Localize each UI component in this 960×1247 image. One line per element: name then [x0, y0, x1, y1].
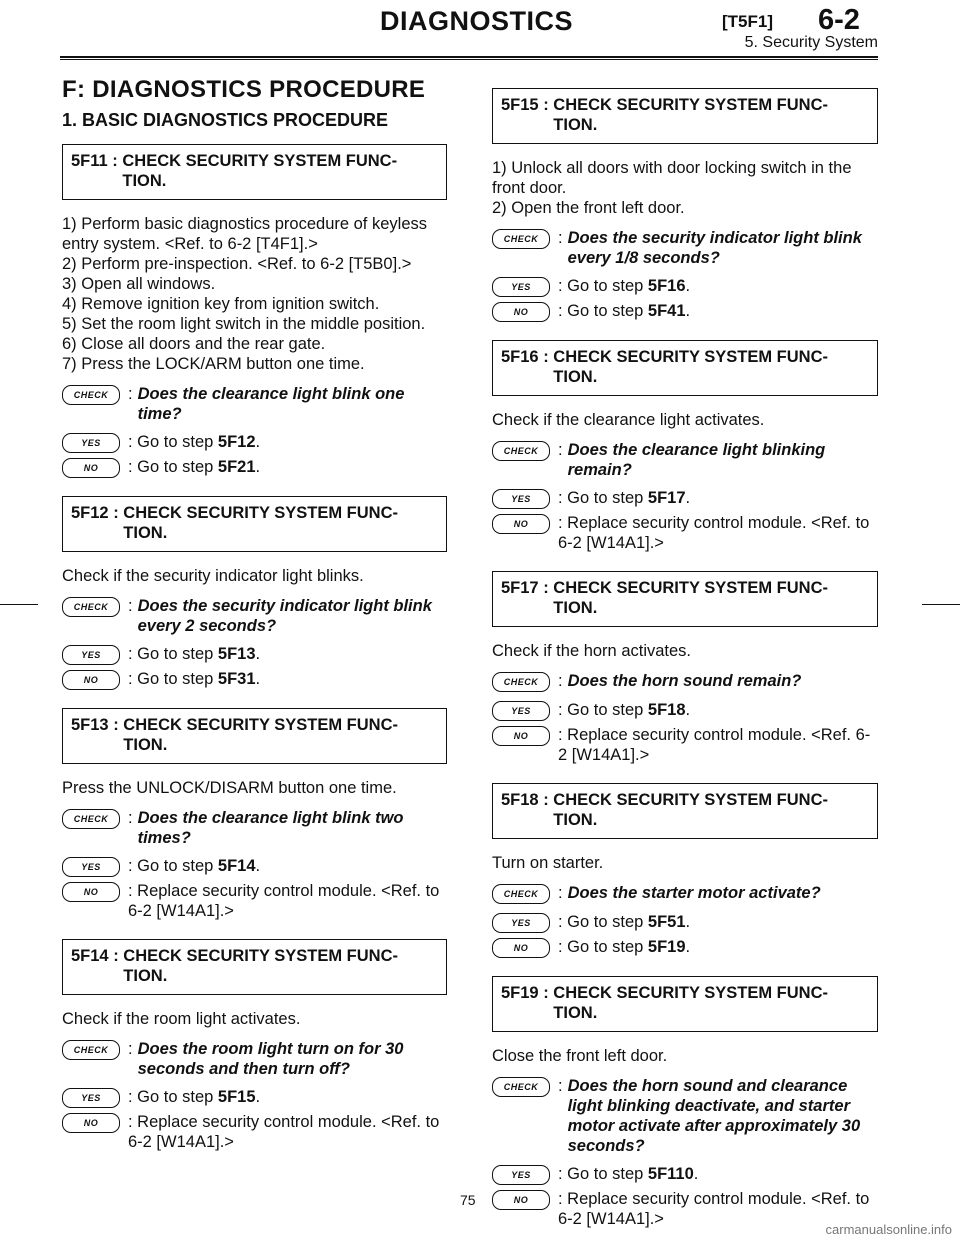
yes-answer-row: [492, 700, 878, 721]
step-header-box: [62, 939, 447, 995]
no-badge-icon: NO: [62, 882, 120, 902]
check-question: Does the clearance light blink one time?: [137, 385, 405, 423]
check-question-row: [492, 883, 878, 904]
yes-badge-icon: YES: [492, 701, 550, 721]
check-badge-icon: CHECK: [492, 884, 550, 904]
step-title: CHECK SECURITY SYSTEM FUNC-TION.: [122, 152, 398, 190]
sub-title: 1. BASIC DIAGNOSTICS PROCEDURE: [62, 110, 389, 130]
yes-step-ref: 5F110: [647, 1165, 694, 1183]
goto-text: : Go to step: [128, 670, 218, 688]
goto-text: : Go to step: [558, 277, 648, 295]
step-instruction: 2) Open the front left door.: [492, 199, 685, 217]
step-id: 5F13 :: [71, 716, 124, 734]
check-badge-icon: CHECK: [492, 229, 550, 249]
step-title: CHECK SECURITY SYSTEM FUNC-TION.: [553, 96, 828, 134]
yes-step-ref: 5F51: [647, 913, 686, 931]
step-gap: [62, 694, 447, 708]
step-header-box: [492, 976, 878, 1032]
no-badge-icon: NO: [492, 938, 550, 958]
step-header-box: [492, 88, 878, 144]
step-title: CHECK SECURITY SYSTEM FUNC-TION.: [123, 947, 398, 985]
yes-badge-icon: YES: [62, 1088, 120, 1108]
check-question-row: [62, 596, 447, 636]
check-question: Does the clearance light blinking remain?: [567, 441, 826, 479]
yes-action: : Go to step 5F13.: [128, 645, 261, 663]
step-instruction: Check if the security indicator light blinks.: [62, 567, 364, 585]
no-action: : Replace security control module. <Ref. 6-2 [W14A1].>: [558, 726, 871, 764]
yes-action: : Go to step 5F16.: [558, 277, 691, 295]
goto-text: : Go to step: [128, 645, 218, 663]
goto-text: : Go to step: [558, 938, 648, 956]
step-header-box: [492, 783, 878, 839]
no-badge-icon: NO: [492, 1190, 550, 1210]
step-title: CHECK SECURITY SYSTEM FUNC-TION.: [553, 579, 828, 617]
check-question-row: [62, 1039, 447, 1079]
goto-text: : Go to step: [558, 913, 648, 931]
right-column: [492, 88, 878, 1247]
step-id: 5F19 :: [501, 984, 554, 1002]
step-instruction: 2) Perform pre-inspection. <Ref. to 6-2 [T5B0].>: [62, 255, 412, 273]
margin-mark-left: [0, 604, 38, 605]
header-section: 6-2: [818, 4, 860, 36]
goto-text: : Go to step: [558, 302, 648, 320]
check-question: Does the clearance light blink two times?: [137, 809, 404, 847]
check-question: Does the horn sound and clearance light blinking deactivate, and starter motor activate after approximately 30 seconds?: [567, 1077, 861, 1155]
step-header-box: [62, 708, 447, 764]
no-step-ref: 5F19: [647, 938, 686, 956]
step-gap: [492, 962, 878, 976]
header-code: [T5F1]: [722, 12, 773, 31]
right-steps: [492, 88, 878, 1247]
step-gap: [492, 326, 878, 340]
step-instruction: 5) Set the room light switch in the middle position.: [62, 315, 426, 333]
yes-step-ref: 5F18: [647, 701, 686, 719]
step-gap: [62, 925, 447, 939]
yes-badge-icon: YES: [62, 645, 120, 665]
no-action: : Go to step 5F21.: [128, 458, 261, 476]
step-gap: [492, 769, 878, 783]
header-rule-thin: [60, 59, 878, 60]
check-question-row: [492, 1076, 878, 1156]
no-answer-row: [62, 457, 447, 478]
goto-text: : Go to step: [558, 701, 648, 719]
check-badge-icon: CHECK: [492, 1077, 550, 1097]
colon: :: [128, 1040, 133, 1058]
step-title: CHECK SECURITY SYSTEM FUNC-TION.: [123, 504, 398, 542]
colon: :: [558, 884, 563, 902]
goto-text: : Go to step: [128, 857, 218, 875]
yes-answer-row: [62, 856, 447, 877]
margin-mark-right: [922, 604, 960, 605]
no-answer-row: [62, 881, 447, 921]
colon: :: [128, 597, 133, 615]
yes-answer-row: [492, 912, 878, 933]
check-question: Does the security indicator light blink every 2 seconds?: [137, 597, 432, 635]
step-instruction: 6) Close all doors and the rear gate.: [62, 335, 326, 353]
check-question-row: [492, 671, 878, 692]
yes-step-ref: 5F16: [647, 277, 686, 295]
check-question: Does the horn sound remain?: [567, 672, 802, 690]
no-action: : Go to step 5F19.: [558, 938, 691, 956]
yes-answer-row: [492, 488, 878, 509]
no-answer-row: [492, 1189, 878, 1229]
main-title: F: DIAGNOSTICS PROCEDURE: [62, 76, 426, 103]
step-title: CHECK SECURITY SYSTEM FUNC-TION.: [553, 791, 828, 829]
yes-badge-icon: YES: [62, 857, 120, 877]
no-badge-icon: NO: [62, 458, 120, 478]
header-title: DIAGNOSTICS: [380, 6, 574, 36]
yes-step-ref: 5F15: [217, 1088, 256, 1106]
header-rule: [60, 56, 878, 58]
check-badge-icon: CHECK: [492, 441, 550, 461]
step-instruction: 3) Open all windows.: [62, 275, 216, 293]
step-instruction: Press the UNLOCK/DISARM button one time.: [62, 779, 397, 797]
page-number: 75: [460, 1192, 476, 1208]
yes-answer-row: [62, 644, 447, 665]
no-answer-row: [492, 725, 878, 765]
step-instruction: Turn on starter.: [492, 854, 604, 872]
check-badge-icon: CHECK: [492, 672, 550, 692]
no-badge-icon: NO: [492, 302, 550, 322]
step-gap: [62, 482, 447, 496]
no-badge-icon: NO: [62, 1113, 120, 1133]
yes-action: : Go to step 5F14.: [128, 857, 261, 875]
left-column: [62, 78, 447, 1170]
check-badge-icon: CHECK: [62, 809, 120, 829]
no-badge-icon: NO: [492, 726, 550, 746]
step-instruction: Check if the room light activates.: [62, 1010, 301, 1028]
goto-text: : Go to step: [128, 433, 218, 451]
yes-action: : Go to step 5F15.: [128, 1088, 261, 1106]
step-gap: [62, 1156, 447, 1170]
no-answer-row: [492, 937, 878, 958]
no-action: : Go to step 5F41.: [558, 302, 691, 320]
yes-badge-icon: YES: [492, 1165, 550, 1185]
check-badge-icon: CHECK: [62, 597, 120, 617]
check-question: Does the starter motor activate?: [567, 884, 821, 902]
no-step-ref: 5F31: [217, 670, 256, 688]
left-steps: [62, 144, 447, 1170]
step-header-box: [492, 340, 878, 396]
check-question-row: [62, 808, 447, 848]
no-answer-row: [62, 669, 447, 690]
goto-text: : Go to step: [128, 1088, 218, 1106]
yes-step-ref: 5F17: [647, 489, 686, 507]
yes-badge-icon: YES: [62, 433, 120, 453]
no-action: : Replace security control module. <Ref. to 6-2 [W14A1].>: [128, 1113, 440, 1151]
step-gap: [492, 557, 878, 571]
yes-step-ref: 5F13: [217, 645, 256, 663]
no-badge-icon: NO: [492, 514, 550, 534]
check-question-row: [492, 440, 878, 480]
step-id: 5F12 :: [71, 504, 124, 522]
yes-answer-row: [62, 1087, 447, 1108]
step-id: 5F14 :: [71, 947, 124, 965]
yes-action: : Go to step 5F18.: [558, 701, 691, 719]
step-gap: [492, 1233, 878, 1247]
no-answer-row: [492, 301, 878, 322]
header-subtitle: 5. Security System: [744, 34, 878, 51]
goto-text: : Go to step: [558, 1165, 648, 1183]
colon: :: [558, 229, 563, 247]
yes-step-ref: 5F14: [217, 857, 256, 875]
check-badge-icon: CHECK: [62, 1040, 120, 1060]
step-instruction: 1) Perform basic diagnostics procedure of keyless entry system. <Ref. to 6-2 [T4F1].>: [62, 215, 427, 253]
no-action: : Replace security control module. <Ref. to 6-2 [W14A1].>: [128, 882, 440, 920]
step-title: CHECK SECURITY SYSTEM FUNC-TION.: [553, 984, 828, 1022]
yes-badge-icon: YES: [492, 913, 550, 933]
colon: :: [558, 441, 563, 459]
no-badge-icon: NO: [62, 670, 120, 690]
no-step-ref: 5F21: [217, 458, 256, 476]
check-question: Does the room light turn on for 30 seconds and then turn off?: [137, 1040, 404, 1078]
yes-action: : Go to step 5F17.: [558, 489, 691, 507]
step-header-box: [62, 496, 447, 552]
yes-answer-row: [492, 1164, 878, 1185]
step-instruction: 4) Remove ignition key from ignition switch.: [62, 295, 380, 313]
check-question: Does the security indicator light blink every 1/8 seconds?: [567, 229, 862, 267]
yes-action: : Go to step 5F12.: [128, 433, 261, 451]
colon: :: [558, 672, 563, 690]
colon: :: [128, 809, 133, 827]
yes-badge-icon: YES: [492, 277, 550, 297]
step-instruction: 1) Unlock all doors with door locking switch in the front door.: [492, 159, 852, 197]
colon: :: [558, 1077, 563, 1095]
yes-action: : Go to step 5F110.: [558, 1165, 699, 1183]
yes-step-ref: 5F12: [217, 433, 256, 451]
watermark: carmanualsonline.info: [825, 1222, 952, 1237]
check-question-row: [62, 384, 447, 424]
no-action: : Replace security control module. <Ref. to 6-2 [W14A1].>: [558, 1190, 870, 1228]
no-answer-row: [492, 513, 878, 553]
no-answer-row: [62, 1112, 447, 1152]
no-action: : Go to step 5F31.: [128, 670, 261, 688]
step-id: 5F15 :: [501, 96, 554, 114]
goto-text: : Go to step: [128, 458, 218, 476]
step-instruction: Check if the horn activates.: [492, 642, 692, 660]
no-action: : Replace security control module. <Ref. to 6-2 [W14A1].>: [558, 514, 870, 552]
step-title: CHECK SECURITY SYSTEM FUNC-TION.: [553, 348, 828, 386]
step-title: CHECK SECURITY SYSTEM FUNC-TION.: [123, 716, 398, 754]
yes-answer-row: [492, 276, 878, 297]
check-badge-icon: CHECK: [62, 385, 120, 405]
yes-badge-icon: YES: [492, 489, 550, 509]
step-instruction: Close the front left door.: [492, 1047, 668, 1065]
colon: :: [128, 385, 133, 403]
step-id: 5F18 :: [501, 791, 554, 809]
step-instruction: Check if the clearance light activates.: [492, 411, 765, 429]
step-header-box: [492, 571, 878, 627]
step-id: 5F11 :: [71, 152, 123, 170]
check-question-row: [492, 228, 878, 268]
yes-answer-row: [62, 432, 447, 453]
step-id: 5F16 :: [501, 348, 554, 366]
yes-action: : Go to step 5F51.: [558, 913, 691, 931]
step-instruction: 7) Press the LOCK/ARM button one time.: [62, 355, 365, 373]
step-id: 5F17 :: [501, 579, 554, 597]
goto-text: : Go to step: [558, 489, 648, 507]
step-header-box: [62, 144, 447, 200]
no-step-ref: 5F41: [647, 302, 686, 320]
